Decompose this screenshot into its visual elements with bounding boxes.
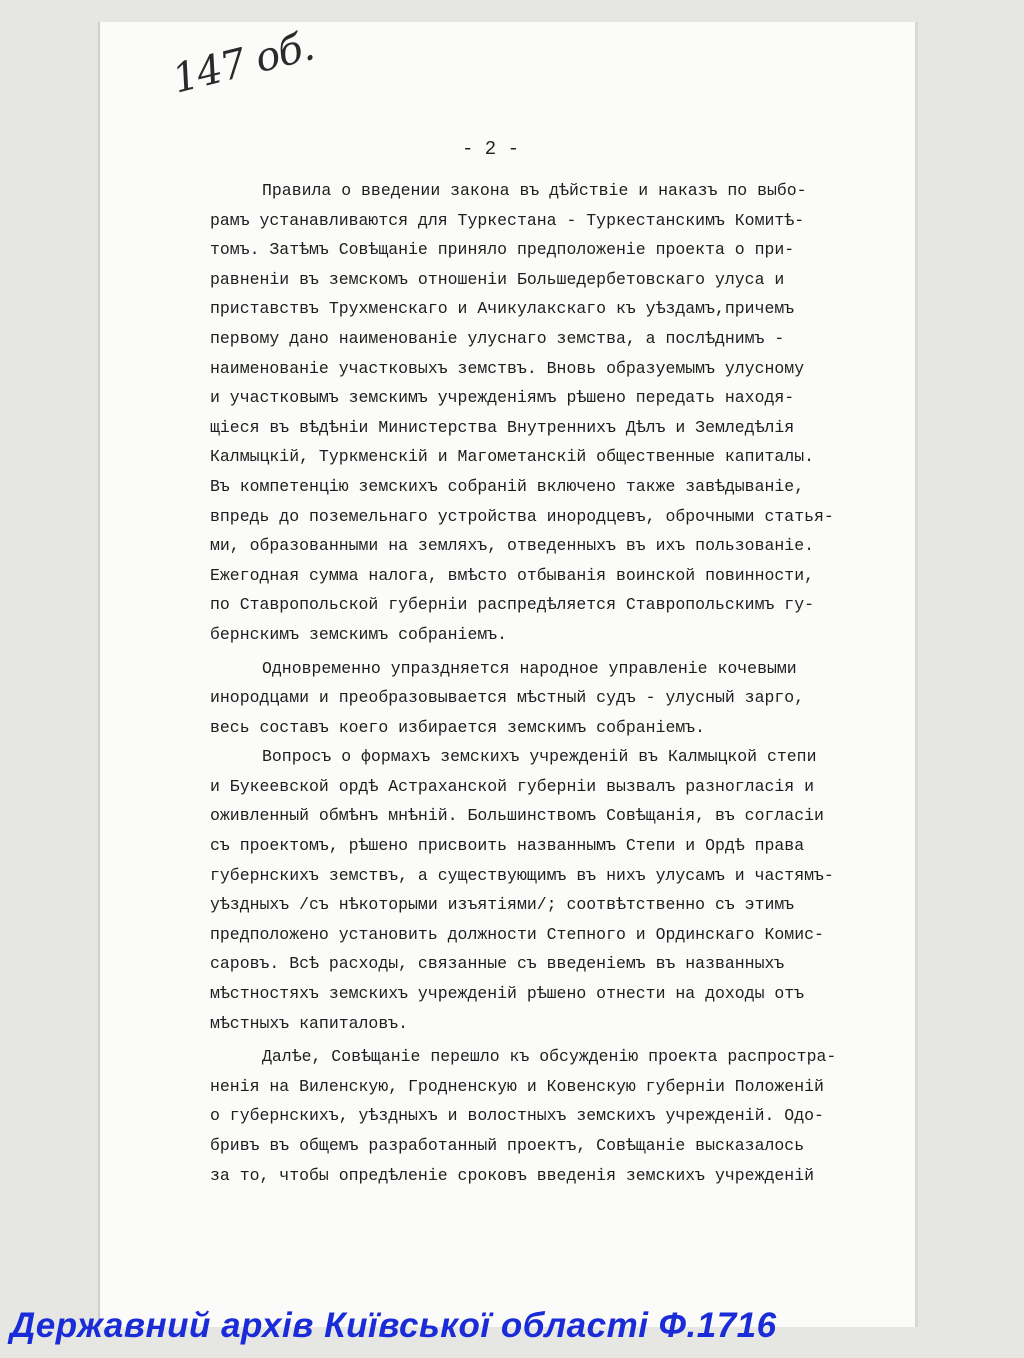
text-line: по Ставропольской губерніи распредѣляется Ставропольскимъ гу- xyxy=(210,595,814,615)
text-line: оживленный обмѣнъ мнѣній. Большинствомъ Совѣщанія, въ согласіи xyxy=(210,806,824,826)
text-line: и участковымъ земскимъ учрежденіямъ рѣшено передать находя- xyxy=(210,388,795,408)
paragraph-3 xyxy=(210,742,870,1038)
text-line: предположено установить должности Степного и Ординскаго Комис- xyxy=(210,924,824,944)
text-line: ми, образованными на земляхъ, отведенныхъ въ ихъ пользованіе. xyxy=(210,536,814,556)
text-line: мѣстностяхъ земскихъ учрежденій рѣшено отнести на доходы отъ xyxy=(210,984,805,1004)
page-number: - 2 - xyxy=(462,138,520,160)
document-body xyxy=(210,176,870,1190)
text-line: Калмыцкій, Туркменскій и Магометанскій общественные капиталы. xyxy=(210,447,814,467)
text-line: за то, чтобы опредѣленіе сроковъ введенія земскихъ учрежденій xyxy=(210,1165,814,1185)
archive-watermark: Державний архів Київської області Ф.1716 xyxy=(10,1306,777,1345)
text-line: саровъ. Всѣ расходы, связанные съ введеніемъ въ названныхъ xyxy=(210,954,785,974)
text-line: весь составъ коего избирается земскимъ собраніемъ. xyxy=(210,717,706,737)
text-line: мѣстныхъ капиталовъ. xyxy=(210,1013,409,1033)
text-line: равненіи въ земскомъ отношеніи Большедербетовскаго улуса и xyxy=(210,269,785,289)
text-line: Вопросъ о формахъ земскихъ учрежденій въ Калмыцкой степи xyxy=(262,747,817,767)
paragraph-2 xyxy=(210,654,870,743)
text-line: рамъ устанавливаются для Туркестана - Туркестанскимъ Комитѣ- xyxy=(210,210,805,230)
text-line: приставствъ Трухменскаго и Ачикулакскаго къ уѣздамъ,причемъ xyxy=(210,299,795,319)
text-line: съ проектомъ, рѣшено присвоить названнымъ Степи и Ордѣ права xyxy=(210,836,805,856)
text-line: первому дано наименованіе улуснаго земства, а послѣднимъ - xyxy=(210,328,785,348)
text-line: бривъ въ общемъ разработанный проектъ, Совѣщаніе высказалось xyxy=(210,1136,805,1155)
text-line: Ежегодная сумма налога, вмѣсто отбыванія воинской повинности, xyxy=(210,565,814,585)
text-line: щіеся въ вѣдѣніи Министерства Внутреннихъ Дѣлъ и Земледѣлія xyxy=(210,417,795,437)
handwritten-folio-annotation: 147 об. xyxy=(168,23,319,103)
text-line: инородцами и преобразовывается мѣстный судъ - улусный зарго, xyxy=(210,688,805,708)
text-line: бернскимъ земскимъ собраніемъ. xyxy=(210,624,508,644)
text-line: о губернскихъ, уѣздныхъ и волостныхъ земскихъ учрежденій. Одо- xyxy=(210,1106,824,1126)
text-line: впредь до поземельнаго устройства инородцевъ, оброчными статья- xyxy=(210,506,834,526)
text-line: и Букеевской ордѣ Астраханской губерніи вызвалъ разногласія и xyxy=(210,776,814,796)
text-line: ненія на Виленскую, Гродненскую и Ковенскую губерніи Положеній xyxy=(210,1076,824,1096)
text-line: наименованіе участковыхъ земствъ. Вновь образуемымъ улусному xyxy=(210,358,805,378)
text-line: губернскихъ земствъ, а существующимъ въ нихъ улусамъ и частямъ- xyxy=(210,865,834,885)
text-line: Правила о введении закона въ дѣйствіе и наказъ по выбо- xyxy=(262,181,807,200)
text-line: Въ компетенцію земскихъ собраній включено также завѣдываніе, xyxy=(210,476,805,496)
paragraph-1 xyxy=(210,176,870,650)
text-line: Одновременно упраздняется народное управленіе кочевыми xyxy=(262,658,797,678)
paragraph-4 xyxy=(210,1042,870,1190)
text-line: Далѣе, Совѣщаніе перешло къ обсужденію проекта распростра- xyxy=(262,1047,837,1067)
text-line: уѣздныхъ /съ нѣкоторыми изъятіями/; соотвѣтственно съ этимъ xyxy=(210,895,795,915)
text-line: томъ. Затѣмъ Совѣщаніе приняло предположеніе проекта о при- xyxy=(210,240,795,260)
